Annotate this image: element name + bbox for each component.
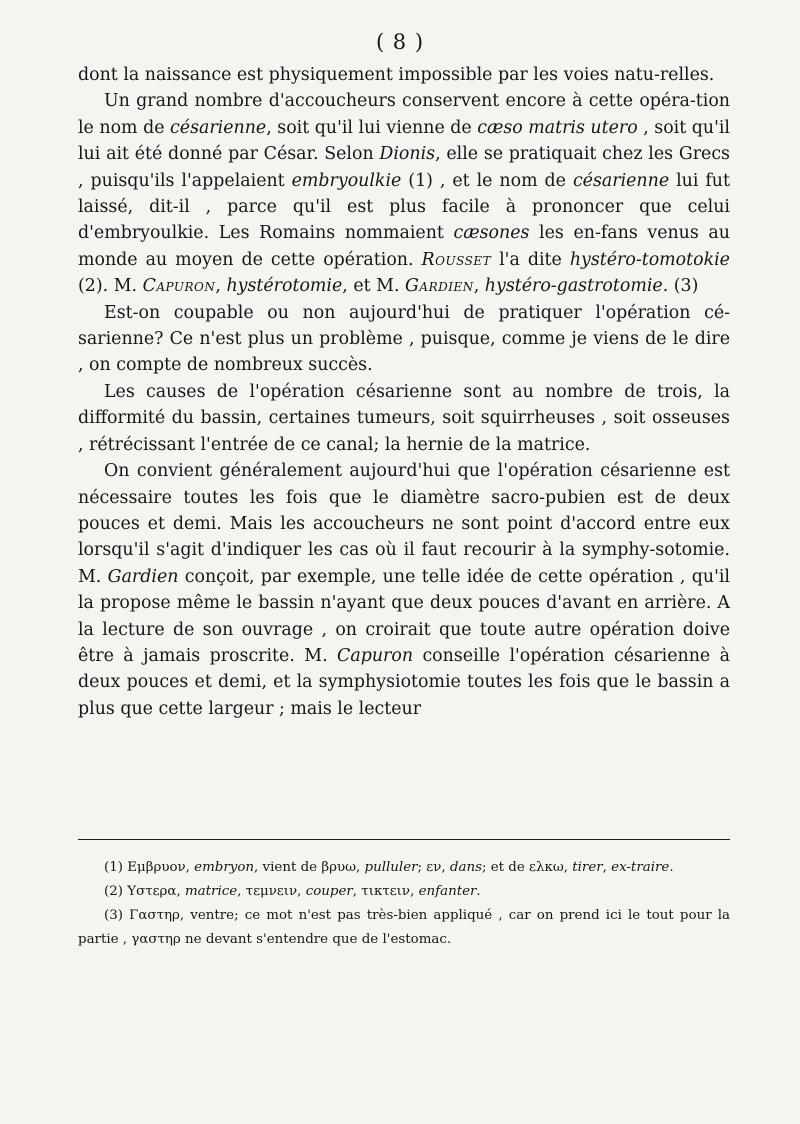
text-run: dont la naissance est physiquement impossible par les voies natu-relles. (78, 65, 715, 85)
text-run: . (3) (662, 276, 699, 297)
text-run: Les causes de l'opération césarienne sont au nombre de trois, la difformité du bassin, certaines tumeurs, soit squirrheuses , soit osseuses , rétrécissant l'entrée de ce canal; la hernie de la matrice. (78, 381, 730, 455)
text-run: , elle se pratiquait chez les Grecs , puisqu'ils l'appelaient (78, 144, 730, 191)
text-run: . (476, 884, 481, 899)
text-run: conçoit, par exemple, une telle idée de cette opération , qu'il la propose même le bassin n'ayant que deux pouces d'avant en arrière. A la lecture de son ouvrage , on croirait que toute autre opération doive être à jamais proscrite. M. (78, 566, 730, 666)
text-run: , τικτειν, (352, 884, 419, 899)
text-run: (2) Υστερα, (104, 884, 185, 899)
text-run: ; et de ελκω, (481, 860, 573, 875)
text-run: Est-on coupable ou non aujourd'hui de pratiquer l'opération cé-sarienne? Ce n'est plus un problème , puisque, comme je viens de le dire , on compte de nombreux succès. (78, 302, 730, 376)
text-run: les en-fans venus au monde au moyen de cette opération. (78, 223, 730, 270)
italic-term: embryon (194, 860, 255, 875)
author-name: Gardien (405, 276, 474, 297)
text-run: Un grand nombre d'accoucheurs conservent encore à cette opéra-tion le nom de (78, 91, 730, 138)
paragraph-4 (78, 379, 730, 458)
italic-term: hystérotomie (226, 276, 343, 297)
text-run: , τεμνειν, (237, 884, 306, 899)
italic-term: cæsones (453, 223, 530, 244)
italic-term: ex-traire (611, 860, 670, 875)
italic-term: embryoulkie (291, 170, 402, 191)
author-name: Capuron (142, 276, 216, 297)
author-name: Capuron (337, 645, 414, 666)
page-number: ( 8 ) (375, 30, 425, 54)
text-run: (1) Εμβρυον, (104, 860, 195, 875)
italic-term: césarienne (170, 117, 267, 138)
text-run: lui fut laissé, dit-il , parce qu'il est plus facile à prononcer que celui d'embryoulkie. Les Romains nommaient (78, 170, 730, 244)
body-text (78, 62, 730, 722)
text-run: (2). M. (78, 276, 143, 297)
footnote-2 (78, 880, 730, 904)
italic-term: couper (305, 884, 353, 899)
text-run: , et M. (342, 276, 406, 297)
text-run: . (669, 860, 674, 875)
text-run: , (602, 860, 612, 875)
text-run: , vient de βρυω, (254, 860, 365, 875)
italic-term: tirer (572, 860, 603, 875)
paragraph-5 (78, 458, 730, 722)
footnotes (78, 856, 730, 952)
footnote-divider (78, 839, 730, 840)
text-run: conseille l'opération césarienne à deux pouces et demi, et la symphysiotomie toutes les fois que le bassin a plus que cette largeur ; mais le lecteur (78, 645, 730, 719)
author-name: Dionis (379, 144, 436, 165)
italic-term: matrice (184, 884, 238, 899)
text-run: , (473, 276, 485, 297)
italic-term: dans (449, 860, 482, 875)
author-name: Gardien (107, 566, 179, 587)
text-run: (1) , et le nom de (401, 170, 573, 191)
italic-term: cæso matris utero (477, 117, 638, 138)
footnote-1 (78, 856, 730, 880)
text-run: (3) Γαστηρ, ventre; ce mot n'est pas très-bien appliqué , car on prend ici le tout pour la partie , γαστηρ ne devant s'entendre que de l'estomac. (78, 908, 730, 947)
text-run: On convient généralement aujourd'hui que l'opération césarienne est nécessaire toutes les fois que le diamètre sacro-pubien est de deux pouces et demi. Mais les accoucheurs ne sont point d'accord entre eux lorsqu'il s'agit d'indiquer les cas où il faut recourir à la symphy-sotomie. M. (78, 461, 730, 587)
italic-term: hystéro-gastrotomie (484, 276, 663, 297)
paragraph-2 (78, 88, 730, 299)
italic-term: césarienne (572, 170, 670, 191)
footnote-3 (78, 904, 730, 952)
text-run: , soit qu'il lui ait été donné par César. Selon (78, 117, 730, 165)
italic-term: hystéro-tomotokie (569, 249, 730, 270)
italic-term: pulluler (364, 860, 418, 875)
italic-term: enfanter (418, 884, 477, 899)
paragraph-1 (78, 62, 730, 88)
paragraph-3 (78, 300, 730, 379)
text-run: l'a dite (491, 249, 570, 270)
author-name: Rousset (421, 249, 492, 270)
text-run: , (215, 276, 227, 297)
text-run: , soit qu'il lui vienne de (266, 117, 478, 138)
text-run: ; εν, (417, 860, 450, 875)
